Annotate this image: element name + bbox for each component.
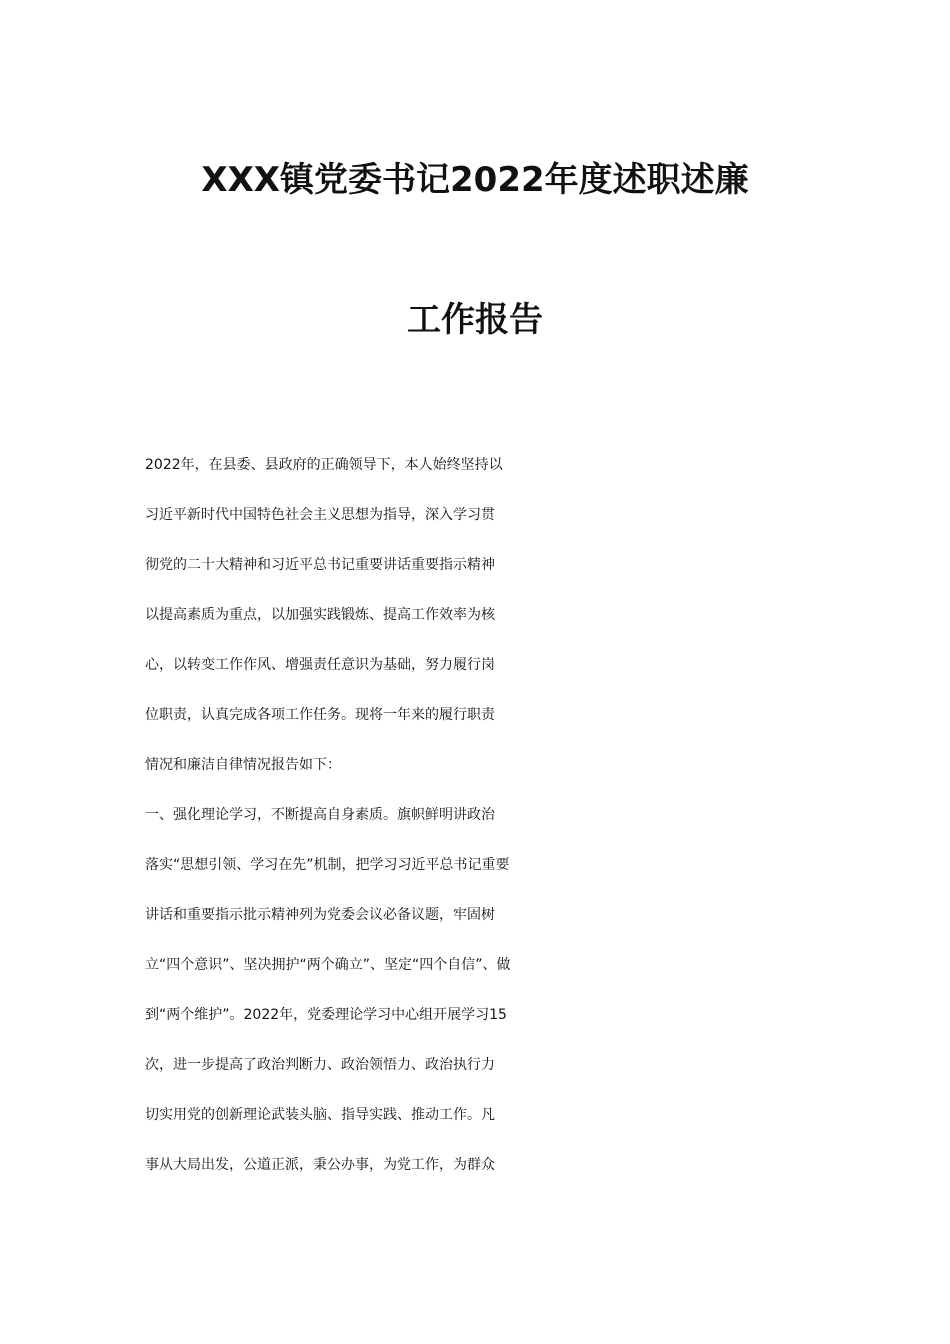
body-line: 切实用党的创新理论武装头脑、指导实践、推动工作。凡 xyxy=(145,1107,495,1123)
body-line: 事从大局出发，公道正派，秉公办事，为党工作，为群众 xyxy=(145,1157,495,1173)
body-line: 落实“思想引领、学习在先”机制，把学习习近平总书记重要 xyxy=(145,857,510,873)
body-line: 次，进一步提高了政治判断力、政治领悟力、政治执行力 xyxy=(145,1057,495,1073)
body-line: 习近平新时代中国特色社会主义思想为指导，深入学习贯 xyxy=(145,507,495,523)
body-line: 以提高素质为重点，以加强实践锻炼、提高工作效率为核 xyxy=(145,607,495,623)
body-line: 讲话和重要指示批示精神列为党委会议必备议题，牢固树 xyxy=(145,907,495,923)
body-line: 位职责，认真完成各项工作任务。现将一年来的履行职责 xyxy=(145,707,495,723)
body-line: 心，以转变工作作风、增强责任意识为基础，努力履行岗 xyxy=(145,657,495,673)
body-line: 立“四个意识”、坚决拥护“两个确立”、坚定“四个自信”、做 xyxy=(145,957,511,973)
body-line: 到“两个维护”。2022年，党委理论学习中心组开展学习15 xyxy=(145,1007,507,1023)
document-body xyxy=(145,440,815,1190)
body-line: 一、强化理论学习，不断提高自身素质。旗帜鲜明讲政治 xyxy=(145,807,495,823)
body-line: 情况和廉洁自律情况报告如下： xyxy=(145,757,341,773)
document-title-line-1: XXX镇党委书记2022年度述职述廉 xyxy=(201,160,749,200)
body-line: 彻党的二十大精神和习近平总书记重要讲话重要指示精神 xyxy=(145,557,495,573)
body-line: 2022年，在县委、县政府的正确领导下，本人始终坚持以 xyxy=(145,457,503,473)
document-title-line-2: 工作报告 xyxy=(407,300,543,340)
